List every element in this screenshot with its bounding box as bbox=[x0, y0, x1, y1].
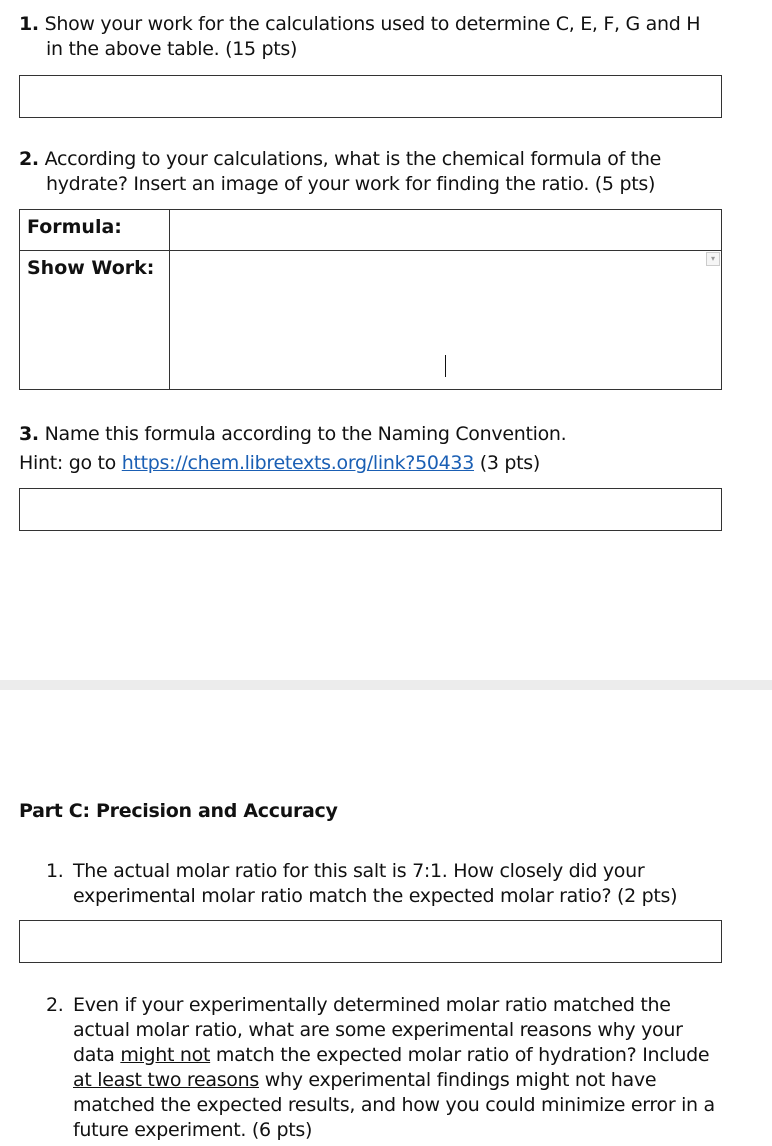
answer-box-part-c-1[interactable] bbox=[19, 920, 722, 963]
part-c-item-2-line4 bbox=[46, 1068, 726, 1093]
part-c-item-2-line5: matched the expected results, and how you could minimize error in a bbox=[73, 1094, 715, 1116]
dropdown-arrow-icon[interactable]: ▾ bbox=[706, 252, 720, 266]
question-1-number: 1. bbox=[19, 13, 39, 35]
part-c-heading: Part C: Precision and Accuracy bbox=[19, 800, 338, 822]
show-work-input-cell[interactable] bbox=[170, 251, 722, 390]
page-separator bbox=[0, 680, 772, 690]
question-3-text-line1: Name this formula according to the Naming Convention. bbox=[44, 423, 567, 445]
part-c-item-1-line2: experimental molar ratio match the expected molar ratio? (2 pts) bbox=[73, 885, 678, 907]
line3-text-b: match the expected molar ratio of hydration? Include bbox=[210, 1044, 710, 1066]
part-c-item-2-line3 bbox=[46, 1043, 726, 1068]
part-c-item-1-line1: The actual molar ratio for this salt is 7:1. How closely did your bbox=[73, 860, 645, 882]
part-c-item-2 bbox=[46, 993, 726, 1143]
question-2-text-line2: hydrate? Insert an image of your work for finding the ratio. (5 pts) bbox=[46, 173, 656, 195]
question-3-number: 3. bbox=[19, 423, 39, 445]
page-2 bbox=[0, 690, 772, 1146]
formula-work-table bbox=[19, 209, 722, 390]
question-3 bbox=[19, 422, 719, 476]
question-2 bbox=[19, 147, 719, 197]
part-c-item-2-number: 2. bbox=[46, 994, 64, 1016]
line3-text-a: data bbox=[73, 1044, 121, 1066]
libretexts-link[interactable]: https://chem.libretexts.org/link?50433 bbox=[121, 452, 475, 474]
question-1-text-line2: in the above table. (15 pts) bbox=[46, 38, 298, 60]
hint-prefix: Hint: go to bbox=[19, 452, 122, 474]
part-c-item-2-line1: Even if your experimentally determined molar ratio matched the bbox=[73, 994, 671, 1016]
formula-label: Formula: bbox=[20, 210, 170, 251]
part-c-item-1-number: 1. bbox=[46, 860, 64, 882]
answer-box-question-3[interactable] bbox=[19, 488, 722, 531]
line4-underlined: at least two reasons bbox=[73, 1069, 259, 1091]
part-c-item-2-line6: future experiment. (6 pts) bbox=[73, 1119, 313, 1141]
hint-suffix: (3 pts) bbox=[474, 452, 541, 474]
part-c-item-2-line2: actual molar ratio, what are some experimental reasons why your bbox=[73, 1019, 683, 1041]
show-work-label: Show Work: bbox=[20, 251, 170, 390]
formula-input-cell[interactable] bbox=[170, 210, 722, 251]
question-1-text-line1: Show your work for the calculations used to determine C, E, F, G and H bbox=[44, 13, 701, 35]
question-1 bbox=[19, 12, 719, 62]
line4-text-b: why experimental findings might not have bbox=[258, 1069, 657, 1091]
question-2-number: 2. bbox=[19, 148, 39, 170]
text-cursor bbox=[445, 355, 446, 377]
question-2-text-line1: According to your calculations, what is the chemical formula of the bbox=[44, 148, 662, 170]
line3-underlined: might not bbox=[120, 1044, 211, 1066]
answer-box-question-1[interactable] bbox=[19, 75, 722, 118]
part-c-item-1 bbox=[46, 859, 726, 909]
